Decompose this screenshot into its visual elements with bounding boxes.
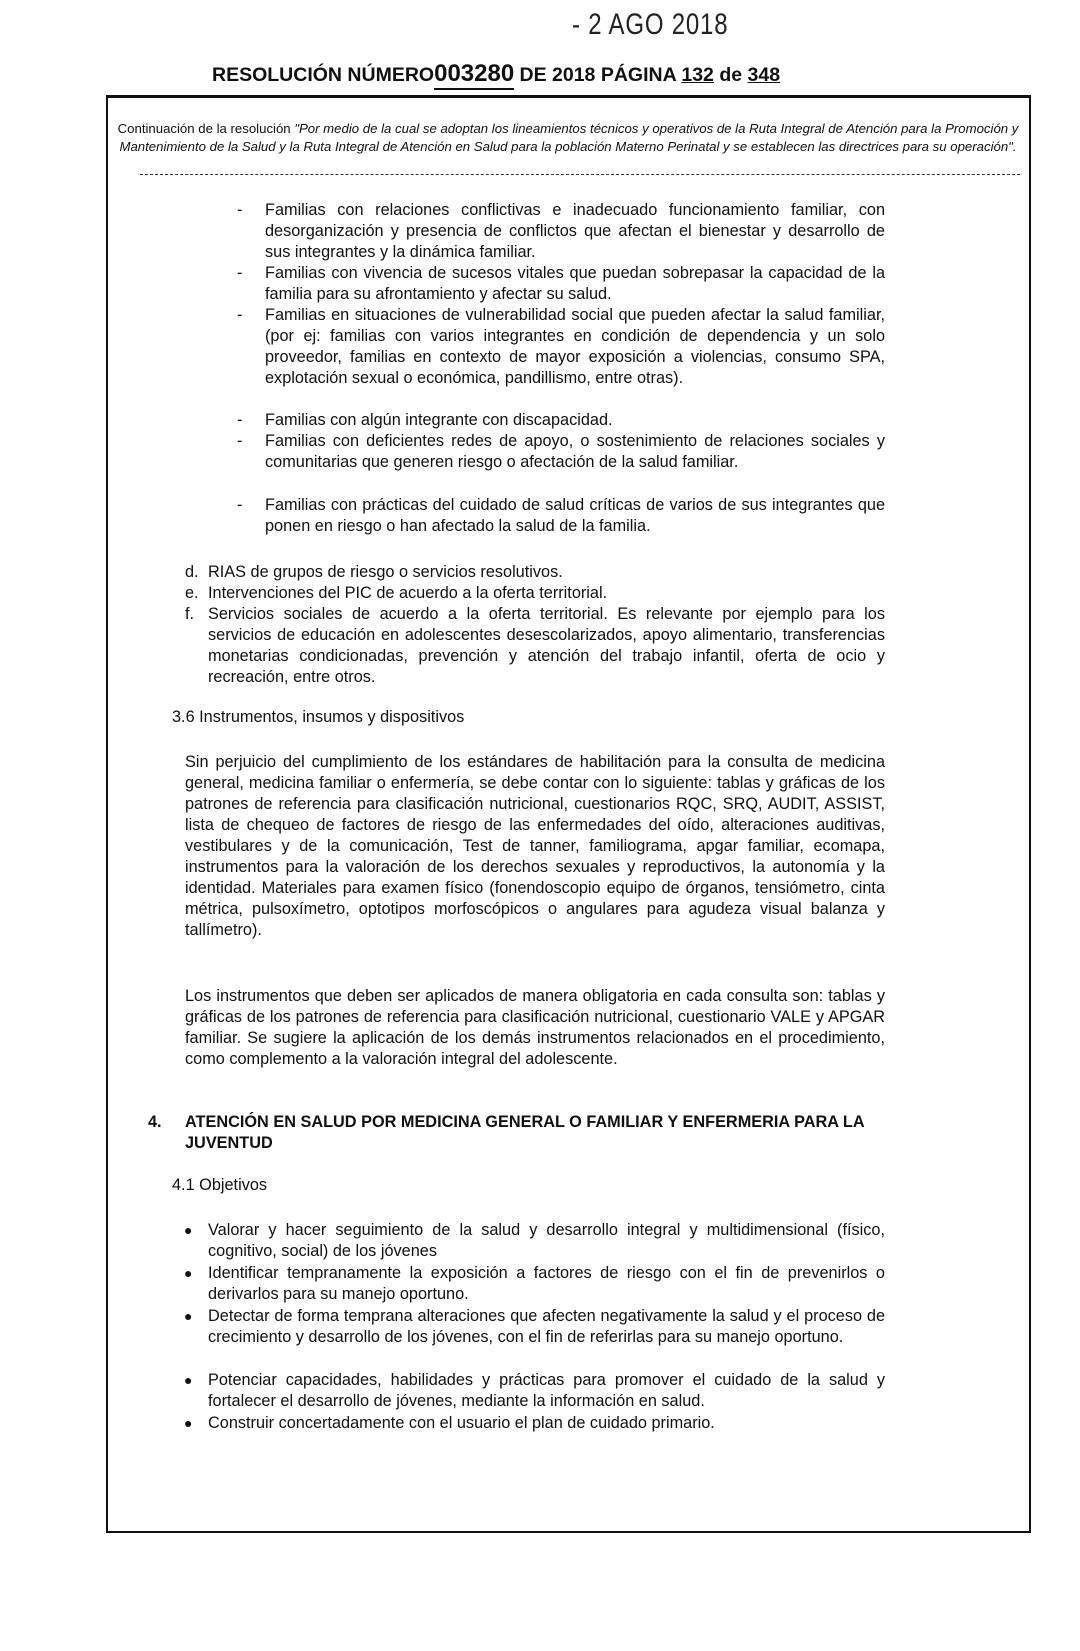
list-item <box>237 305 885 389</box>
objective-item <box>184 1263 885 1305</box>
date-stamp: - 2 AGO 2018 <box>572 8 729 41</box>
resolution-label: RESOLUCIÓN NÚMERO <box>212 64 435 86</box>
list-item-text: Familias con vivencia de sucesos vitales que puedan sobrepasar la capacidad de la familia para su afrontamiento y afectar su salud. <box>265 264 885 303</box>
list-marker: d. <box>185 563 199 581</box>
list-item-text: Familias con prácticas del cuidado de salud críticas de varios de sus integrantes que ponen en riesgo o han afectado la salud de la familia. <box>265 496 885 535</box>
list-marker: ● <box>184 1222 193 1238</box>
list-marker: ● <box>184 1308 193 1324</box>
list-item-text: Identificar tempranamente la exposición a factores de riesgo con el fin de prevenirlos o derivarlos para su manejo oportuno. <box>208 1264 885 1303</box>
year-text: DE 2018 PÁGINA <box>519 64 676 86</box>
divider <box>140 174 1020 175</box>
list-item-text: Familias con algún integrante con discapacidad. <box>265 411 613 429</box>
total-pages: 348 <box>747 64 781 86</box>
list-item-text: Intervenciones del PIC de acuerdo a la oferta territorial. <box>208 584 608 602</box>
section-4-number: 4. <box>148 1113 162 1131</box>
resolution-number: 003280 <box>434 60 514 90</box>
section-4-heading <box>148 1112 885 1154</box>
paragraph-mandatory: Los instrumentos que deben ser aplicados de manera obligatoria en cada consulta son: tablas y gráficas de los patrones de referencia para clasificación nutricional, cuestionario VALE y APGAR familiar. Se sugiere la aplicación de los demás instrumentos relacionados en el procedimiento, como complemento a la valoración integral del adolescente. <box>185 987 885 1068</box>
lettered-item <box>185 562 885 583</box>
list-item-text: Familias con relaciones conflictivas e inadecuado funcionamiento familiar, con desorganización y presencia de conflictos que afectan el bienestar y desarrollo de sus integrantes y la dinámica familiar. <box>265 201 885 261</box>
continuation-prefix: Continuación de la resolución <box>117 121 295 136</box>
list-item-text: Servicios sociales de acuerdo a la oferta territorial. Es relevante por ejemplo para los servicios de educación en adolescentes desescolarizados, apoyo alimentario, transferencias monetarias condicionadas, prevención y atención del trabajo infantil, oferta de ocio y recreación, entre otros. <box>208 605 885 686</box>
objective-item <box>184 1370 885 1412</box>
list-item-text: Valorar y hacer seguimiento de la salud y desarrollo integral y multidimensional (físico, cognitivo, social) de los jóvenes <box>208 1221 885 1260</box>
section-4-title: ATENCIÓN EN SALUD POR MEDICINA GENERAL O FAMILIAR Y ENFERMERIA PARA LA JUVENTUD <box>185 1113 865 1152</box>
list-item-text: Construir concertadamente con el usuario el plan de cuidado primario. <box>208 1414 715 1432</box>
list-item-text: Detectar de forma temprana alteraciones que afecten negativamente la salud y el proceso de crecimiento y desarrollo de los jóvenes, con el fin de referirlas para su manejo oportuno. <box>208 1307 885 1346</box>
list-marker: ● <box>184 1415 193 1431</box>
paragraph-instruments: Sin perjuicio del cumplimiento de los estándares de habilitación para la consulta de medicina general, medicina familiar o enfermería, se debe contar con lo siguiente: tablas y gráficas de los patrones de referencia para clasificación nutricional, cuestionarios RQC, SRQ, AUDIT, ASSIST, lista de chequeo de factores de riesgo de las enfermedades del oído, alteraciones auditivas, vestibulares y de la comunicación, Test de tanner, familiograma, apgar familiar, ecomapa, instrumentos para la valoración de los derechos sexuales y reproductivos, la autonomía y la identidad. Materiales para examen físico (fonendoscopio equipo de órganos, tensiómetro, cinta métrica, pulsoxímetro, optotipos morfoscópicos o angulares para agudeza visual balanza y tallímetro). <box>185 753 885 939</box>
section-3-6-heading: 3.6 Instrumentos, insumos y dispositivos <box>172 708 465 726</box>
list-item <box>237 495 885 537</box>
lettered-item <box>185 604 885 688</box>
list-item <box>237 410 885 431</box>
list-item-text: Potenciar capacidades, habilidades y prácticas para promover el cuidado de la salud y fortalecer el desarrollo de jóvenes, mediante la información en salud. <box>208 1371 885 1410</box>
list-marker: - <box>237 264 243 282</box>
list-item <box>237 431 885 473</box>
list-marker: - <box>237 201 243 219</box>
list-item <box>237 263 885 305</box>
list-marker: - <box>237 411 243 429</box>
list-item-text: Familias con deficientes redes de apoyo, o sostenimiento de relaciones sociales y comunitarias que generen riesgo o afectación de la salud familiar. <box>265 432 885 471</box>
continuation-quote: "Por medio de la cual se adoptan los lineamientos técnicos y operativos de la Ruta Integral de Atención para la Promoción y Mantenimiento de la Salud y la Ruta Integral de Atención en Salud para la población Materno Perinatal y se establecen las directrices para su operación". <box>119 121 1019 154</box>
list-marker: e. <box>185 584 199 602</box>
objective-item <box>184 1220 885 1262</box>
list-marker: ● <box>184 1265 193 1281</box>
section-4-1-heading: 4.1 Objetivos <box>172 1176 268 1194</box>
objective-item <box>184 1413 885 1434</box>
continuation-header <box>108 120 1028 156</box>
list-marker: ● <box>184 1372 193 1388</box>
lettered-item <box>185 583 885 604</box>
of-label: de <box>719 64 743 86</box>
list-marker: - <box>237 496 243 514</box>
objective-item <box>184 1306 885 1348</box>
page-number: 132 <box>681 64 714 86</box>
resolution-title <box>212 60 780 90</box>
list-item-text: Familias en situaciones de vulnerabilidad social que pueden afectar la salud familiar, (por ej: familias con varios integrantes en condición de dependencia y un solo proveedor, familias en contexto de mayor exposición a violencias, consumo SPA, explotación sexual o económica, pandillismo, entre otras). <box>265 306 885 387</box>
list-item <box>237 200 885 263</box>
list-marker: f. <box>185 605 195 623</box>
list-marker: - <box>237 306 243 324</box>
list-marker: - <box>237 432 243 450</box>
list-item-text: RIAS de grupos de riesgo o servicios resolutivos. <box>208 563 563 581</box>
